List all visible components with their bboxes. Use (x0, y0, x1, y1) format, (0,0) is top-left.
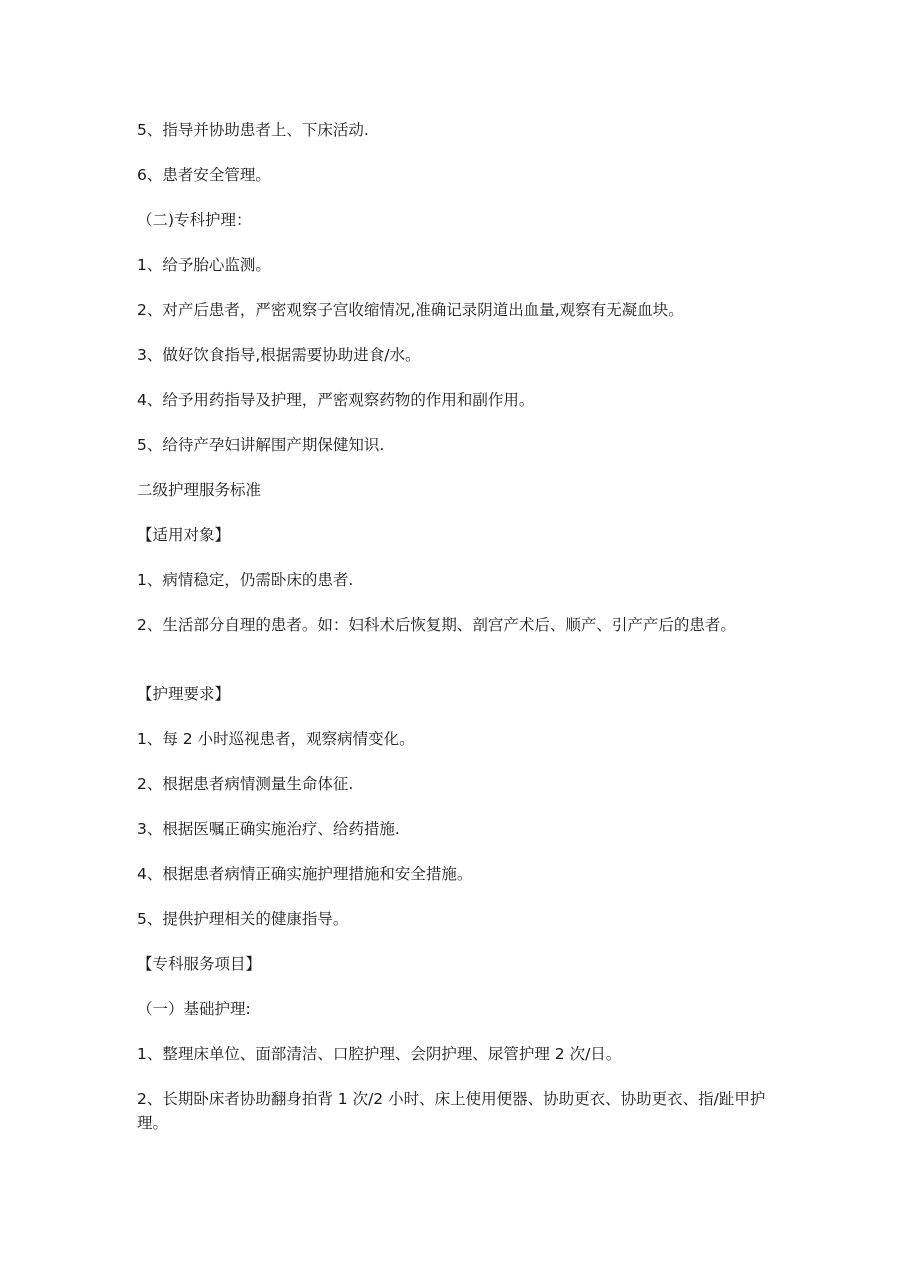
paragraph-partial-self-care: 2、生活部分自理的患者。如：妇科术后恢复期、剖宫产术后、顺产、引产产后的患者。 (137, 616, 736, 634)
paragraph-safety-management: 6、患者安全管理。 (137, 166, 271, 184)
paragraph-health-guidance: 5、提供护理相关的健康指导。 (137, 910, 349, 928)
section-heading-basic-care: （一）基础护理: (137, 1000, 251, 1018)
section-heading-specialty-care: （二)专科护理： (137, 211, 252, 229)
paragraph-long-term-bedridden: 2、长期卧床者协助翻身拍背 1 次/2 小时、床上使用便器、协助更衣、协助更衣、指/趾甲护理。 (137, 1090, 766, 1132)
paragraph-perinatal-health: 5、给待产孕妇讲解围产期保健知识. (137, 436, 385, 454)
section-title-level-two-care: 二级护理服务标准 (137, 481, 262, 499)
paragraph-stable-bedridden: 1、病情稳定，仍需卧床的患者. (137, 571, 354, 589)
paragraph-bed-unit-hygiene: 1、整理床单位、面部清洁、口腔护理、会阴护理、尿管护理 2 次/日。 (137, 1045, 622, 1063)
heading-nursing-requirements: 【护理要求】 (137, 685, 231, 703)
paragraph-nursing-safety-measures: 4、根据患者病情正确实施护理措施和安全措施。 (137, 865, 473, 883)
paragraph-patrol-every-two-hours: 1、每 2 小时巡视患者，观察病情变化。 (137, 730, 415, 748)
paragraph-postpartum-observation: 2、对产后患者，严密观察子宫收缩情况,准确记录阴道出血量,观察有无凝血块。 (137, 301, 684, 319)
paragraph-diet-guidance: 3、做好饮食指导,根据需要协助进食/水。 (137, 346, 421, 364)
heading-applicable-objects: 【适用对象】 (137, 526, 231, 544)
heading-specialty-services: 【专科服务项目】 (137, 955, 262, 973)
paragraph-doctor-orders: 3、根据医嘱正确实施治疗、给药措施. (137, 820, 400, 838)
paragraph-assist-bed-activity: 5、指导并协助患者上、下床活动. (137, 121, 369, 139)
paragraph-vital-signs: 2、根据患者病情测量生命体征. (137, 775, 354, 793)
paragraph-fetal-heart-monitoring: 1、给予胎心监测。 (137, 256, 271, 274)
paragraph-medication-guidance: 4、给予用药指导及护理，严密观察药物的作用和副作用。 (137, 391, 535, 409)
